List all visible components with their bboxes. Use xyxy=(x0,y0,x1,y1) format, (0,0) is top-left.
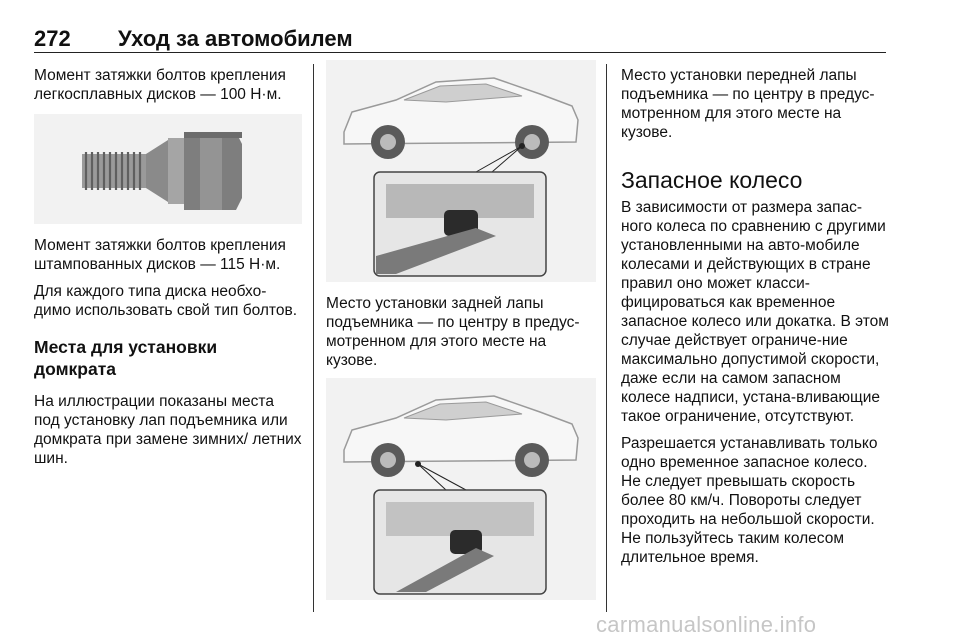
watermark-text: carmanualsonline.info xyxy=(596,612,817,637)
wheel-bolt-illustration xyxy=(34,114,302,224)
torque-alloy-text: Момент затяжки болтов крепления легкосплавных дисков — 100 Н·м. xyxy=(34,67,286,103)
column-divider-2 xyxy=(606,64,607,612)
bolt-type-text: Для каждого типа диска необхо-димо использовать свой тип болтов. xyxy=(34,283,298,319)
front-lift-text: Место установки передней лапы подъемника — по центру в предус-мотренном для этого месте на кузове. xyxy=(621,67,875,141)
rear-lift-caption: Место установки задней лапы подъемника — по центру в предус-мотренном для этого месте на кузове. xyxy=(326,295,580,369)
torque-steel-text: Момент затяжки болтов крепления штампованных дисков — 115 Н·м. xyxy=(34,237,286,273)
page-number: 272 xyxy=(34,26,71,51)
page-header xyxy=(34,22,886,53)
bolt-thread xyxy=(82,152,146,190)
column-3 xyxy=(621,66,891,575)
column-1 xyxy=(34,66,302,476)
column-2 xyxy=(326,60,596,600)
rear-lift-point-illustration xyxy=(326,60,596,282)
spare-wheel-heading: Запасное колесо xyxy=(621,167,803,193)
spare-wheel-text-1: В зависимости от размера запас-ного колеса по сравнению с другими установленными на авто-мобиле колесами и действующих в стране правил оно может класси-фицироваться как временное запасное колесо или докатка. В этом случае действует ограниче-ние максимально допустимой скорости, даже если на самом запасном колесе надписи, устана-вливающие такое ограничение, отсутствуют. xyxy=(621,199,889,425)
spare-wheel-text-2: Разрешается устанавливать только одно временное запасное колесо. Не следует превышать скорость более 80 км/ч. Повороты следует проходить на небольшой скорости. Не пользуйтесь таким колесом длительное время. xyxy=(621,435,878,566)
front-lift-point-illustration xyxy=(326,378,596,600)
jack-points-heading: Места для установки домкрата xyxy=(34,337,218,379)
jack-points-text: На иллюстрации показаны места под установку лап подъемника или домкрата при замене зимних/ летних шин. xyxy=(34,393,302,467)
column-divider-1 xyxy=(313,64,314,612)
page-title: Уход за автомобилем xyxy=(118,26,353,51)
